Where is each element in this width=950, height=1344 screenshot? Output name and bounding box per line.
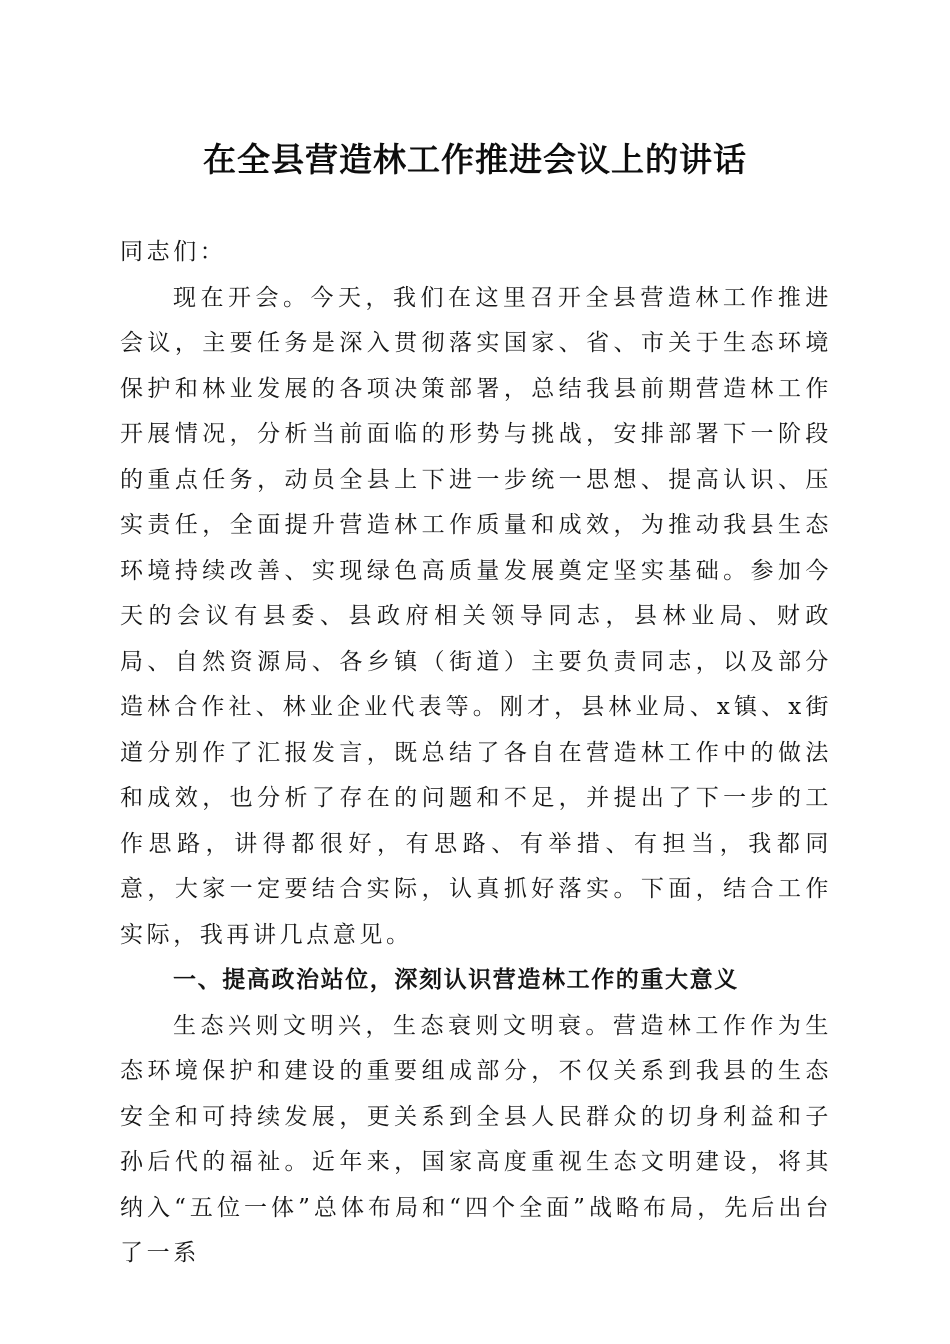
salutation: 同志们：: [120, 239, 227, 265]
paragraph-section-1: 生态兴则文明兴，生态衰则文明衰。营造林工作作为生态环境保护和建设的重要组成部分，不仅关系到我县的生态安全和可持续发展，更关系到全县人民群众的切身利益和子孙后代的福祉。近年来，国家高度重视生态文明建设，将其纳入“五位一体”总体布局和“四个全面”战略布局，先后出台了一系: [120, 1012, 832, 1266]
section-heading-1: 一、提高政治站位，深刻认识营造林工作的重大意义: [173, 967, 739, 993]
document-body: [120, 230, 832, 1277]
document-title: 在全县营造林工作推进会议上的讲话: [203, 140, 747, 179]
paragraph-opening: 现在开会。今天，我们在这里召开全县营造林工作推进会议，主要任务是深入贯彻落实国家、省、市关于生态环境保护和林业发展的各项决策部署，总结我县前期营造林工作开展情况，分析当前面临的形势与挑战，安排部署下一阶段的重点任务，动员全县上下进一步统一思想、提高认识、压实责任，全面提升营造林工作质量和成效，为推动我县生态环境持续改善、实现绿色高质量发展奠定坚实基础。参加今天的会议有县委、县政府相关领导同志，县林业局、财政局、自然资源局、各乡镇（街道）主要负责同志，以及部分造林合作社、林业企业代表等。刚才，县林业局、x镇、x街道分别作了汇报发言，既总结了各自在营造林工作中的做法和成效，也分析了存在的问题和不足，并提出了下一步的工作思路，讲得都很好，有思路、有举措、有担当，我都同意，大家一定要结合实际，认真抓好落实。下面，结合工作实际，我再讲几点意见。: [120, 284, 832, 948]
